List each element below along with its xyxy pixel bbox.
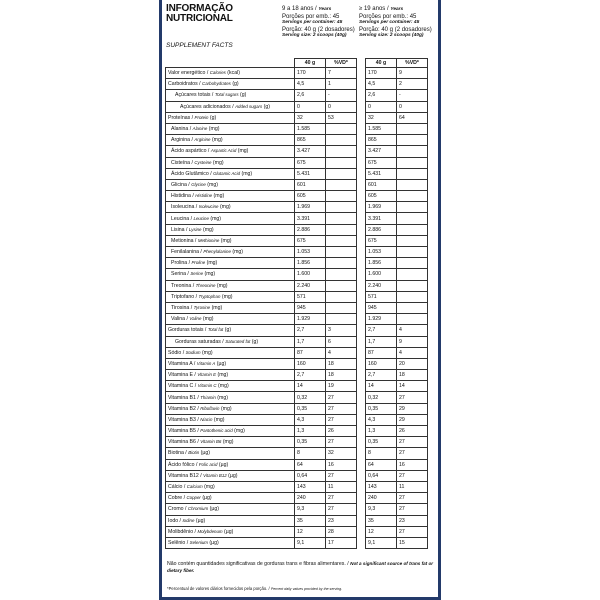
amount-value: 4,5 bbox=[366, 79, 397, 90]
table-row bbox=[166, 235, 428, 246]
nutrient-name: Cobre / Copper (µg) bbox=[166, 493, 295, 504]
amount-value: 8 bbox=[295, 448, 326, 459]
nutrient-name: Selênio / Selenium (µg) bbox=[166, 537, 295, 548]
amount-header: 40 g bbox=[366, 59, 397, 68]
nutrient-name: Prolina / Proline (mg) bbox=[166, 258, 295, 269]
dv-value bbox=[326, 202, 357, 213]
amount-value: 2.240 bbox=[366, 280, 397, 291]
dv-value: 27 bbox=[397, 392, 428, 403]
dv-value: 19 bbox=[326, 381, 357, 392]
amount-value: 571 bbox=[366, 291, 397, 302]
amount-value: 3.391 bbox=[295, 213, 326, 224]
dv-value: 18 bbox=[326, 358, 357, 369]
dv-value bbox=[326, 123, 357, 134]
amount-value: 8 bbox=[366, 448, 397, 459]
amount-value: 675 bbox=[295, 157, 326, 168]
amount-value: 1,7 bbox=[366, 336, 397, 347]
dv-value: 23 bbox=[326, 515, 357, 526]
dv-value bbox=[326, 269, 357, 280]
amount-value: 571 bbox=[295, 291, 326, 302]
dv-value: 27 bbox=[326, 493, 357, 504]
dv-value: 27 bbox=[326, 403, 357, 414]
dv-header: %VD* bbox=[397, 59, 428, 68]
table-row bbox=[166, 493, 428, 504]
dv-value bbox=[397, 202, 428, 213]
amount-value: 35 bbox=[366, 515, 397, 526]
amount-value: 601 bbox=[366, 179, 397, 190]
nutrient-name: Iodo / Iodine (µg) bbox=[166, 515, 295, 526]
dv-value: 6 bbox=[326, 336, 357, 347]
dv-value bbox=[397, 280, 428, 291]
dv-value: 26 bbox=[326, 426, 357, 437]
dv-value: 27 bbox=[397, 437, 428, 448]
amount-value: 64 bbox=[366, 459, 397, 470]
dv-value: 0 bbox=[326, 101, 357, 112]
amount-value: 9,3 bbox=[295, 504, 326, 515]
table-row bbox=[166, 336, 428, 347]
table-row bbox=[166, 302, 428, 313]
amount-value: 2,7 bbox=[366, 370, 397, 381]
dv-value: 18 bbox=[397, 370, 428, 381]
amount-value: 945 bbox=[295, 302, 326, 313]
amount-value: 14 bbox=[366, 381, 397, 392]
dv-value: 15 bbox=[397, 537, 428, 548]
dv-value: - bbox=[397, 90, 428, 101]
dv-value bbox=[326, 247, 357, 258]
amount-value: 3.427 bbox=[366, 146, 397, 157]
table-row bbox=[166, 504, 428, 515]
amount-value: 0,32 bbox=[366, 392, 397, 403]
table-row bbox=[166, 370, 428, 381]
column-header-19-plus: ≥ 19 anos / Years Porções por emb.: 45 Servings per container: 45 Porção: 40 g (2 dosadores) Serving size: 2 scoops (40g) bbox=[359, 6, 432, 39]
table-row bbox=[166, 68, 428, 79]
dv-value bbox=[397, 291, 428, 302]
nutrient-name: Carboidratos / Carbohydrates (g) bbox=[166, 79, 295, 90]
amount-value: 143 bbox=[295, 481, 326, 492]
dv-value: 4 bbox=[326, 347, 357, 358]
table-row bbox=[166, 213, 428, 224]
dv-value bbox=[397, 269, 428, 280]
dv-value: 32 bbox=[326, 448, 357, 459]
dv-value bbox=[326, 191, 357, 202]
dv-value bbox=[397, 302, 428, 313]
dv-value: 27 bbox=[397, 526, 428, 537]
dv-value bbox=[397, 135, 428, 146]
nutrient-name: Metionina / Methionine (mg) bbox=[166, 235, 295, 246]
table-row bbox=[166, 314, 428, 325]
nutrition-table bbox=[165, 58, 428, 549]
nutrient-name: Gorduras saturadas / Saturated fat (g) bbox=[166, 336, 295, 347]
dv-value: 2 bbox=[397, 79, 428, 90]
amount-value: 675 bbox=[295, 235, 326, 246]
table-row bbox=[166, 224, 428, 235]
dv-value: 27 bbox=[326, 470, 357, 481]
table-row bbox=[166, 537, 428, 548]
dv-value: 27 bbox=[397, 504, 428, 515]
dv-value bbox=[326, 258, 357, 269]
nutrient-name: Valina / Valine (mg) bbox=[166, 314, 295, 325]
table-row bbox=[166, 146, 428, 157]
table-row bbox=[166, 123, 428, 134]
dv-value bbox=[397, 191, 428, 202]
table-row bbox=[166, 325, 428, 336]
table-header-row bbox=[166, 59, 428, 68]
nutrient-name: Treonina / Threonine (mg) bbox=[166, 280, 295, 291]
amount-value: 2,6 bbox=[366, 90, 397, 101]
dv-value bbox=[326, 213, 357, 224]
amount-value: 3.391 bbox=[366, 213, 397, 224]
amount-value: 1.600 bbox=[366, 269, 397, 280]
amount-value: 5.431 bbox=[366, 168, 397, 179]
nutrient-name: Cromo / Chromium (µg) bbox=[166, 504, 295, 515]
dv-value: 20 bbox=[397, 358, 428, 369]
amount-value: 601 bbox=[295, 179, 326, 190]
amount-value: 2,7 bbox=[366, 325, 397, 336]
dv-value: 16 bbox=[397, 459, 428, 470]
amount-value: 12 bbox=[366, 526, 397, 537]
amount-value: 865 bbox=[366, 135, 397, 146]
amount-value: 0,35 bbox=[295, 403, 326, 414]
table-row bbox=[166, 291, 428, 302]
dv-value: 53 bbox=[326, 112, 357, 123]
amount-value: 1,7 bbox=[295, 336, 326, 347]
table-row bbox=[166, 526, 428, 537]
dv-value bbox=[397, 247, 428, 258]
amount-value: 35 bbox=[295, 515, 326, 526]
dv-value bbox=[326, 291, 357, 302]
dv-value: 27 bbox=[397, 448, 428, 459]
table-row bbox=[166, 258, 428, 269]
amount-value: 865 bbox=[295, 135, 326, 146]
amount-value: 0,35 bbox=[366, 437, 397, 448]
disclaimer-note: Não contém quantidades significativas de gorduras trans e fibras alimentares. / Not a significant source of trans fat or dietary fiber. bbox=[167, 561, 434, 573]
dv-value: 27 bbox=[326, 392, 357, 403]
dv-value: 4 bbox=[397, 347, 428, 358]
dv-value: - bbox=[326, 90, 357, 101]
dv-value bbox=[326, 302, 357, 313]
dv-value: 9 bbox=[397, 336, 428, 347]
amount-value: 240 bbox=[295, 493, 326, 504]
amount-value: 2.886 bbox=[366, 224, 397, 235]
amount-value: 0,64 bbox=[295, 470, 326, 481]
nutrient-name: Cisteína / Cysteine (mg) bbox=[166, 157, 295, 168]
nutrient-name: Arginina / Arginine (mg) bbox=[166, 135, 295, 146]
table-row bbox=[166, 403, 428, 414]
dv-value bbox=[397, 314, 428, 325]
table-row bbox=[166, 90, 428, 101]
dv-value bbox=[397, 224, 428, 235]
nutrient-name: Vitamina C / Vitamin C (mg) bbox=[166, 381, 295, 392]
nutrient-name: Sódio / Sodium (mg) bbox=[166, 347, 295, 358]
nutrition-facts-panel bbox=[159, 0, 441, 600]
table-row bbox=[166, 481, 428, 492]
amount-value: 2.886 bbox=[295, 224, 326, 235]
nutrient-name: Vitamina B2 / Riboflavin (mg) bbox=[166, 403, 295, 414]
dv-value: 1 bbox=[326, 79, 357, 90]
dv-value bbox=[397, 146, 428, 157]
dv-header: %VD* bbox=[326, 59, 357, 68]
dv-value: 29 bbox=[397, 403, 428, 414]
amount-header: 40 g bbox=[295, 59, 326, 68]
table-row bbox=[166, 426, 428, 437]
nutrient-name: Vitamina A / Vitamin A (µg) bbox=[166, 358, 295, 369]
amount-value: 1.600 bbox=[295, 269, 326, 280]
table-row bbox=[166, 247, 428, 258]
amount-value: 1,3 bbox=[366, 426, 397, 437]
dv-value bbox=[397, 235, 428, 246]
amount-value: 9,1 bbox=[366, 537, 397, 548]
nutrient-name: Lisina / Lysine (mg) bbox=[166, 224, 295, 235]
amount-value: 64 bbox=[295, 459, 326, 470]
nutrient-name: Gorduras totais / Total fat (g) bbox=[166, 325, 295, 336]
dv-value bbox=[326, 224, 357, 235]
amount-value: 3.427 bbox=[295, 146, 326, 157]
dv-value: 0 bbox=[397, 101, 428, 112]
dv-value bbox=[326, 280, 357, 291]
nutrient-name: Triptofano / Tryptophan (mg) bbox=[166, 291, 295, 302]
table-row bbox=[166, 414, 428, 425]
dv-value: 9 bbox=[397, 68, 428, 79]
dv-value: 16 bbox=[326, 459, 357, 470]
amount-value: 0,35 bbox=[295, 437, 326, 448]
nutrient-name: Vitamina B5 / Pantothenic acid (mg) bbox=[166, 426, 295, 437]
table-row bbox=[166, 135, 428, 146]
nutrient-name: Vitamina B3 / Niacin (mg) bbox=[166, 414, 295, 425]
amount-value: 1.856 bbox=[366, 258, 397, 269]
table-row bbox=[166, 392, 428, 403]
nutrient-name: Vitamina E / Vitamin E (mg) bbox=[166, 370, 295, 381]
nutrient-name: Açúcares adicionados / Added sugars (g) bbox=[166, 101, 295, 112]
table-row bbox=[166, 448, 428, 459]
amount-value: 1,3 bbox=[295, 426, 326, 437]
dv-value bbox=[397, 213, 428, 224]
table-row bbox=[166, 269, 428, 280]
amount-value: 1.929 bbox=[366, 314, 397, 325]
amount-value: 143 bbox=[366, 481, 397, 492]
footnote: *Percentual de valores diários fornecidos pela porção. / Percent daily values provided by the serving. bbox=[167, 586, 343, 591]
amount-value: 1.969 bbox=[366, 202, 397, 213]
table-row bbox=[166, 515, 428, 526]
nutrient-name: Isoleucina / Isoleucine (mg) bbox=[166, 202, 295, 213]
nutrient-name: Fenilalanina / Phenylalanine (mg) bbox=[166, 247, 295, 258]
amount-value: 1.969 bbox=[295, 202, 326, 213]
column-header-9-18: 9 a 18 anos / Years Porções por emb.: 45 Servings per container: 45 Porção: 40 g (2 dosadores) Serving size: 2 scoops (40g) bbox=[282, 6, 355, 39]
dv-value: 28 bbox=[326, 526, 357, 537]
nutrient-name: Leucina / Leucine (mg) bbox=[166, 213, 295, 224]
nutrient-name: Vitamina B12 / Vitamin B12 (µg) bbox=[166, 470, 295, 481]
dv-value bbox=[326, 157, 357, 168]
amount-value: 2,7 bbox=[295, 325, 326, 336]
amount-value: 2.240 bbox=[295, 280, 326, 291]
dv-value: 64 bbox=[397, 112, 428, 123]
nutrient-name: Ácido aspártico / Aspartic Acid (mg) bbox=[166, 146, 295, 157]
dv-value: 27 bbox=[397, 470, 428, 481]
amount-value: 605 bbox=[366, 191, 397, 202]
dv-value: 23 bbox=[397, 515, 428, 526]
table-row bbox=[166, 157, 428, 168]
label-subtitle: SUPPLEMENT FACTS bbox=[166, 42, 233, 49]
amount-value: 2,6 bbox=[295, 90, 326, 101]
amount-value: 1.856 bbox=[295, 258, 326, 269]
dv-value: 7 bbox=[326, 68, 357, 79]
table-row bbox=[166, 179, 428, 190]
amount-value: 1.929 bbox=[295, 314, 326, 325]
dv-value: 29 bbox=[397, 414, 428, 425]
dv-value: 27 bbox=[397, 493, 428, 504]
nutrient-name: Biotina / Biotin (µg) bbox=[166, 448, 295, 459]
amount-value: 605 bbox=[295, 191, 326, 202]
label-title: INFORMAÇÃO NUTRICIONAL bbox=[166, 3, 233, 24]
dv-value: 3 bbox=[326, 325, 357, 336]
nutrient-name: Valor energético / Calories (kcal) bbox=[166, 68, 295, 79]
nutrient-name: Tirosina / Tyrosine (mg) bbox=[166, 302, 295, 313]
dv-value bbox=[326, 168, 357, 179]
amount-value: 160 bbox=[295, 358, 326, 369]
dv-value bbox=[397, 168, 428, 179]
dv-value bbox=[397, 157, 428, 168]
amount-value: 0 bbox=[295, 101, 326, 112]
dv-value bbox=[326, 235, 357, 246]
dv-value bbox=[326, 179, 357, 190]
table-row bbox=[166, 280, 428, 291]
dv-value bbox=[326, 146, 357, 157]
table-row bbox=[166, 202, 428, 213]
amount-value: 1.585 bbox=[295, 123, 326, 134]
dv-value: 4 bbox=[397, 325, 428, 336]
nutrient-name: Cálcio / Calcium (mg) bbox=[166, 481, 295, 492]
nutrient-name: Histidina / Histidine (mg) bbox=[166, 191, 295, 202]
dv-value bbox=[397, 123, 428, 134]
nutrient-name: Proteínas / Protein (g) bbox=[166, 112, 295, 123]
amount-value: 0,35 bbox=[366, 403, 397, 414]
nutrient-name: Vitamina B1 / Thiamin (mg) bbox=[166, 392, 295, 403]
amount-value: 32 bbox=[295, 112, 326, 123]
table-row bbox=[166, 437, 428, 448]
dv-value: 11 bbox=[397, 481, 428, 492]
dv-value: 27 bbox=[326, 414, 357, 425]
nutrient-name: Molibdênio / Molybdenum (µg) bbox=[166, 526, 295, 537]
amount-value: 32 bbox=[366, 112, 397, 123]
table-row bbox=[166, 470, 428, 481]
nutrient-name: Serina / Serine (mg) bbox=[166, 269, 295, 280]
nutrient-name: Ácido Glutâmico / Glutamic Acid (mg) bbox=[166, 168, 295, 179]
amount-value: 0,32 bbox=[295, 392, 326, 403]
table-row bbox=[166, 381, 428, 392]
nutrient-name: Ácido fólico / Folic acid (µg) bbox=[166, 459, 295, 470]
amount-value: 675 bbox=[366, 235, 397, 246]
table-row bbox=[166, 347, 428, 358]
amount-value: 4,3 bbox=[295, 414, 326, 425]
dv-value bbox=[326, 135, 357, 146]
amount-value: 1.053 bbox=[366, 247, 397, 258]
dv-value: 27 bbox=[326, 437, 357, 448]
amount-value: 9,1 bbox=[295, 537, 326, 548]
amount-value: 170 bbox=[295, 68, 326, 79]
amount-value: 2,7 bbox=[295, 370, 326, 381]
table-row bbox=[166, 168, 428, 179]
dv-value bbox=[397, 258, 428, 269]
amount-value: 0 bbox=[366, 101, 397, 112]
dv-value bbox=[397, 179, 428, 190]
table-row bbox=[166, 79, 428, 90]
amount-value: 87 bbox=[366, 347, 397, 358]
amount-value: 1.053 bbox=[295, 247, 326, 258]
amount-value: 240 bbox=[366, 493, 397, 504]
amount-value: 675 bbox=[366, 157, 397, 168]
dv-value: 14 bbox=[397, 381, 428, 392]
amount-value: 12 bbox=[295, 526, 326, 537]
amount-value: 160 bbox=[366, 358, 397, 369]
amount-value: 9,3 bbox=[366, 504, 397, 515]
amount-value: 5.431 bbox=[295, 168, 326, 179]
nutrient-name: Vitamina B6 / Vitamin B6 (mg) bbox=[166, 437, 295, 448]
nutrient-name: Açúcares totais / Total sugars (g) bbox=[166, 90, 295, 101]
amount-value: 0,64 bbox=[366, 470, 397, 481]
table-row bbox=[166, 459, 428, 470]
dv-value bbox=[326, 314, 357, 325]
dv-value: 18 bbox=[326, 370, 357, 381]
table-row bbox=[166, 112, 428, 123]
amount-value: 87 bbox=[295, 347, 326, 358]
amount-value: 4,5 bbox=[295, 79, 326, 90]
amount-value: 4,3 bbox=[366, 414, 397, 425]
table-row bbox=[166, 358, 428, 369]
amount-value: 1.585 bbox=[366, 123, 397, 134]
nutrient-name: Glicina / Glycine (mg) bbox=[166, 179, 295, 190]
amount-value: 170 bbox=[366, 68, 397, 79]
label-header bbox=[166, 4, 436, 56]
table-row bbox=[166, 191, 428, 202]
dv-value: 26 bbox=[397, 426, 428, 437]
dv-value: 27 bbox=[326, 504, 357, 515]
dv-value: 17 bbox=[326, 537, 357, 548]
amount-value: 14 bbox=[295, 381, 326, 392]
table-row bbox=[166, 101, 428, 112]
amount-value: 945 bbox=[366, 302, 397, 313]
dv-value: 11 bbox=[326, 481, 357, 492]
nutrient-name: Alanina / Alanine (mg) bbox=[166, 123, 295, 134]
